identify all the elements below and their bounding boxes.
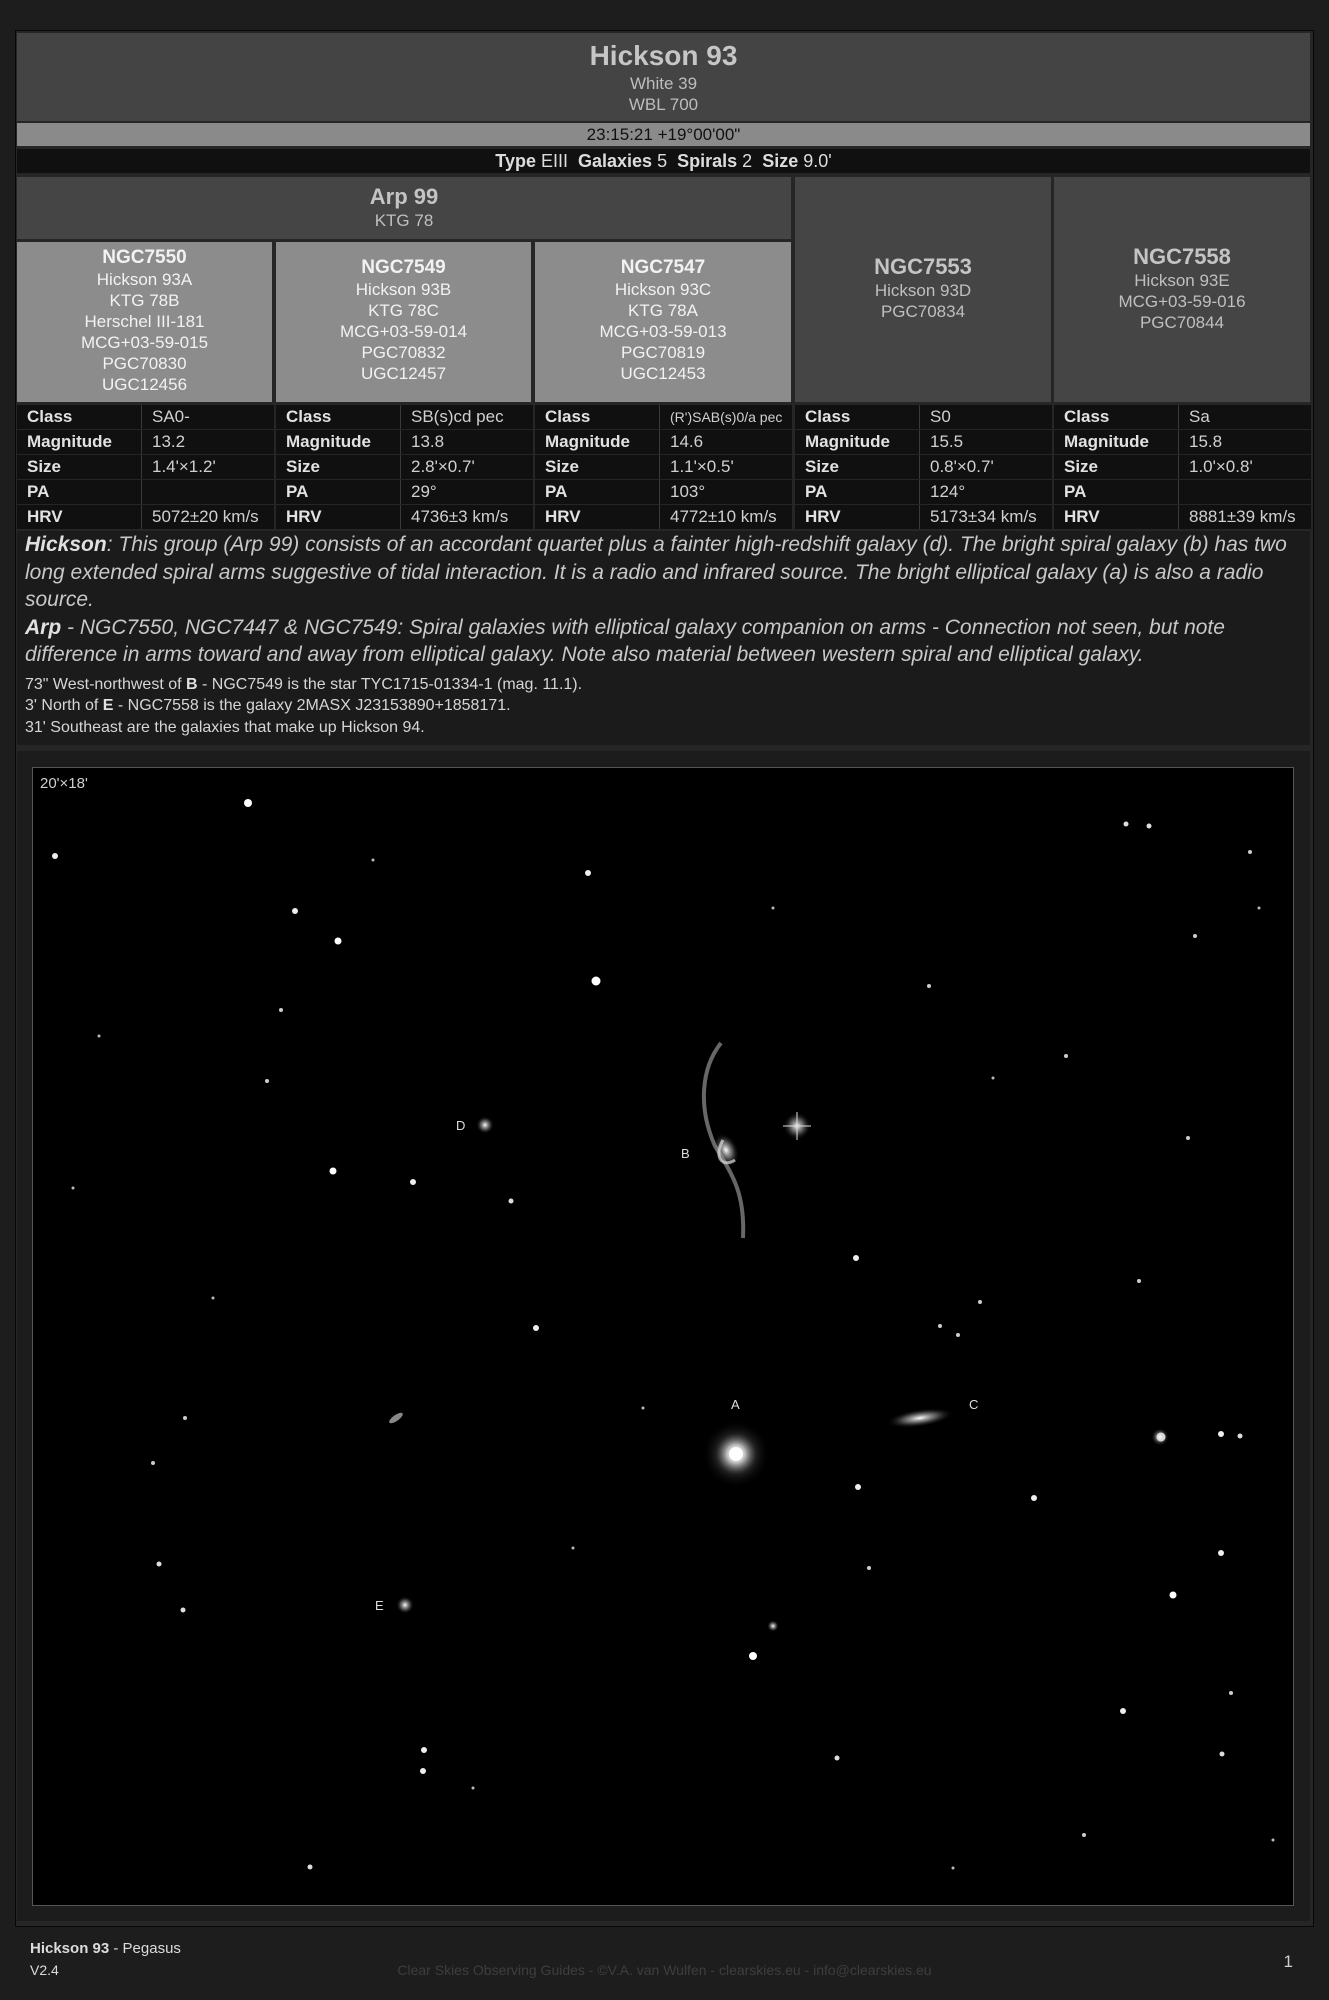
prop-row-size (1054, 455, 1311, 479)
galaxy-name: NGC7550 (102, 247, 187, 268)
marker-d: D (456, 1118, 466, 1133)
galaxy-id: Hickson 93E (1134, 271, 1230, 290)
arp-note (17, 614, 1310, 669)
galaxy-box-ngc7550 (17, 242, 272, 402)
prop-label: Size (795, 455, 920, 479)
star (1218, 1550, 1224, 1556)
galaxy-id: Hickson 93D (874, 281, 972, 300)
note-line-1 (17, 674, 1310, 696)
page-title: Hickson 93 (589, 40, 738, 71)
star (1151, 1428, 1169, 1446)
star (1137, 1279, 1141, 1283)
galaxy-c (885, 1404, 955, 1431)
prop-value: 13.2 (152, 432, 186, 451)
prop-label: PA (17, 480, 142, 504)
hickson-note-text: : This group (Arp 99) consists of an accordant quartet plus a fainter high-redshift galaxy (d). The bright spiral galaxy (b) has two long extended spiral arms suggestive of tidal interaction. It is a radio and infrared source. The bright elliptical galaxy (a) is also a radio source. (25, 533, 1287, 611)
galaxy-id: MCG+03-59-013 (599, 322, 727, 341)
galaxy-name: NGC7549 (361, 257, 446, 278)
star (938, 1324, 942, 1328)
prop-row-pa (17, 480, 274, 504)
star (1170, 1592, 1177, 1599)
star (244, 799, 252, 807)
arp-note-label: Arp (25, 615, 62, 639)
star (927, 984, 931, 988)
note-text: - NGC7549 is the star TYC1715-01334-1 (mag. 11.1). (197, 675, 583, 693)
spirals-label: Spirals (677, 151, 738, 171)
props-ngc7558 (1054, 405, 1311, 530)
galaxy-id: Hickson 93B (355, 280, 452, 299)
star (265, 1079, 269, 1083)
star (372, 859, 375, 862)
size-label: Size (762, 151, 799, 171)
galaxy-id: KTG 78B (109, 291, 180, 310)
galaxy-id: MCG+03-59-016 (1118, 292, 1246, 311)
galaxy-id: MCG+03-59-015 (80, 333, 209, 352)
star (1031, 1495, 1037, 1501)
galaxy-a-core (729, 1447, 743, 1461)
star (335, 938, 342, 945)
footer-version: V2.4 (30, 1962, 59, 1978)
prop-label: Magnitude (535, 430, 660, 454)
prop-value: 1.0'×0.8' (1189, 457, 1253, 476)
prop-label: HRV (1054, 505, 1179, 529)
galaxy-box-ngc7553 (795, 177, 1051, 402)
note-line-3: 31' Southeast are the galaxies that make up Hickson 94. (25, 718, 425, 736)
faint-galaxy (388, 1411, 405, 1425)
star (279, 1008, 283, 1012)
prop-label: Magnitude (1054, 430, 1179, 454)
prop-value: 0.8'×0.7' (930, 457, 994, 476)
size-value: 9.0' (803, 151, 832, 171)
prop-label: PA (276, 480, 401, 504)
star (1218, 1431, 1224, 1437)
prop-label: HRV (535, 505, 660, 529)
note-text: 73" West-northwest of (25, 675, 187, 693)
prop-value: 15.5 (930, 432, 964, 451)
prop-value: 4772±10 km/s (670, 507, 777, 526)
galaxy-box-ngc7558 (1054, 177, 1310, 402)
star (98, 1035, 101, 1038)
note-text: 3' North of (25, 697, 103, 714)
star (1258, 907, 1261, 910)
prop-row-magnitude (276, 430, 533, 454)
prop-value (142, 480, 274, 504)
prop-value: 2.8'×0.7' (411, 457, 475, 476)
star (853, 1255, 859, 1261)
prop-row-class (535, 405, 792, 429)
prop-label: Magnitude (276, 430, 401, 454)
star (642, 1407, 645, 1410)
prop-label: PA (795, 480, 920, 504)
footer-constellation: - Pegasus (109, 1940, 181, 1957)
marker-a: A (731, 1397, 740, 1412)
prop-value (1179, 480, 1311, 504)
galaxy-id: UGC12453 (620, 364, 706, 383)
note-text: - NGC7558 is the galaxy 2MASX J23153890+1858171. (113, 697, 511, 714)
prop-label: PA (1054, 480, 1179, 504)
prop-label: HRV (17, 505, 142, 529)
coordinates: 23:15:21 +19°00'00" (17, 123, 1310, 146)
galaxy-b (704, 1043, 745, 1238)
star (533, 1325, 539, 1331)
page-number: 1 (1283, 1952, 1293, 1971)
prop-row-hrv (17, 505, 274, 529)
arp-alt: KTG 78 (374, 211, 434, 230)
prop-row-magnitude (535, 430, 792, 454)
galaxy-name: NGC7558 (1133, 244, 1231, 269)
prop-value: 1.4'×1.2' (152, 457, 216, 476)
prop-value: 1.1'×0.5' (670, 457, 734, 476)
prop-value: SB(s)cd pec (411, 407, 504, 426)
star (767, 1620, 779, 1632)
galaxy-id: KTG 78C (368, 301, 439, 320)
header (17, 33, 1310, 121)
star (292, 908, 298, 914)
prop-row-class (1054, 405, 1311, 429)
type-value: EIII (540, 151, 568, 171)
galaxy-id: MCG+03-59-014 (339, 322, 468, 341)
hickson-note-label: Hickson (25, 533, 107, 556)
marker-e: E (375, 1598, 384, 1613)
galaxy-d (476, 1116, 494, 1134)
prop-row-magnitude (17, 430, 274, 454)
star (992, 1077, 995, 1080)
marker-c: C (969, 1397, 979, 1412)
star (421, 1747, 427, 1753)
galaxy-id: PGC70819 (620, 343, 706, 362)
footer-object (30, 1940, 181, 1957)
notes (17, 531, 1310, 745)
star (52, 853, 58, 859)
star (749, 1652, 757, 1660)
star (330, 1168, 337, 1175)
star (183, 1416, 187, 1420)
prop-label: HRV (795, 505, 920, 529)
star (1272, 1839, 1275, 1842)
prop-value: 5173±34 km/s (930, 507, 1037, 526)
props-ngc7547 (535, 405, 792, 530)
galaxy-id: PGC70844 (1139, 313, 1225, 332)
galaxy-box-ngc7547 (535, 242, 791, 402)
alt-name-2: WBL 700 (628, 95, 699, 114)
prop-label: Magnitude (795, 430, 920, 454)
prop-value: 124° (930, 482, 966, 501)
star (151, 1461, 155, 1465)
galaxy-id: Hickson 93C (614, 280, 712, 299)
prop-row-hrv (276, 505, 533, 529)
star (835, 1756, 840, 1761)
star (212, 1297, 215, 1300)
prop-label: Size (1054, 455, 1179, 479)
galaxy-id: PGC70832 (361, 343, 446, 362)
prop-row-size (795, 455, 1052, 479)
prop-value: 5072±20 km/s (152, 507, 259, 526)
prop-label: Class (276, 405, 401, 429)
galaxy-id: UGC12457 (360, 364, 447, 383)
star (585, 870, 591, 876)
galaxies-value: 5 (657, 151, 668, 171)
prop-row-hrv (1054, 505, 1311, 529)
arp-note-text: - NGC7550, NGC7447 & NGC7549: Spiral galaxies with elliptical galaxy companion on arms - Connection not seen, but note difference in arms toward and away from elliptical galaxy. Note also material between western spiral and elliptical galaxy. (25, 615, 1225, 666)
star (410, 1179, 416, 1185)
prop-label: PA (535, 480, 660, 504)
galaxy-e (396, 1596, 414, 1614)
star (867, 1566, 871, 1570)
star (956, 1333, 960, 1337)
footer-credit: Clear Skies Observing Guides - ©V.A. van Wulfen - clearskies.eu - info@clearskies.eu (397, 1962, 932, 1978)
star (1120, 1708, 1126, 1714)
arp-box (17, 177, 791, 239)
prop-value: 29° (411, 482, 437, 501)
star (1124, 822, 1129, 827)
star-field (52, 799, 1275, 1870)
hickson-note (17, 531, 1310, 614)
star (1193, 934, 1197, 938)
star (1229, 1691, 1233, 1695)
galaxy-id: KTG 78A (628, 301, 698, 320)
prop-value: 8881±39 km/s (1189, 507, 1296, 526)
prop-row-hrv (795, 505, 1052, 529)
star (572, 1547, 575, 1550)
note-marker: E (102, 697, 114, 714)
prop-row-pa (535, 480, 792, 504)
sky-image (32, 767, 1294, 1906)
star (952, 1867, 955, 1870)
star (1082, 1833, 1086, 1837)
marker-b: B (681, 1146, 690, 1161)
star (1147, 824, 1152, 829)
prop-row-pa (276, 480, 533, 504)
star (978, 1300, 982, 1304)
sky-svg (33, 768, 1294, 1906)
star (1238, 1434, 1243, 1439)
galaxy-id: PGC70830 (102, 354, 187, 373)
props-ngc7550 (17, 405, 274, 530)
prop-row-size (535, 455, 792, 479)
note-line-2 (17, 695, 1310, 717)
star (509, 1199, 514, 1204)
galaxy-name: NGC7547 (620, 257, 706, 278)
type-label: Type (495, 151, 536, 171)
prop-value: 14.6 (670, 432, 704, 451)
prop-value: 13.8 (411, 432, 445, 451)
prop-value: SA0- (152, 407, 190, 426)
prop-row-size (276, 455, 533, 479)
prop-label: Size (276, 455, 401, 479)
arp-name: Arp 99 (369, 184, 439, 209)
galaxies-label: Galaxies (578, 151, 653, 171)
galaxy-box-ngc7549 (276, 242, 531, 402)
prop-value: 103° (670, 482, 706, 501)
prop-value: (R')SAB(s)0/a pec (670, 409, 783, 425)
star (592, 977, 601, 986)
star (855, 1484, 861, 1490)
prop-label: Magnitude (17, 430, 142, 454)
star (1186, 1136, 1190, 1140)
prop-row-class (276, 405, 533, 429)
props-ngc7549 (276, 405, 533, 530)
spirals-value: 2 (742, 151, 753, 171)
star (1064, 1054, 1068, 1058)
prop-label: Size (17, 455, 142, 479)
footer-object-name: Hickson 93 (30, 1940, 110, 1957)
prop-label: Class (535, 405, 660, 429)
galaxy-id: PGC70834 (880, 302, 966, 321)
prop-row-size (17, 455, 274, 479)
prop-row-class (17, 405, 274, 429)
galaxy-id: Hickson 93A (96, 270, 193, 289)
prop-label: Class (17, 405, 142, 429)
star (420, 1768, 426, 1774)
fov-label: 20'×18' (40, 775, 88, 792)
prop-value: 4736±3 km/s (411, 507, 509, 526)
prop-row-class (795, 405, 1052, 429)
prop-row-hrv (535, 505, 792, 529)
note-marker: B (186, 675, 198, 693)
prop-label: Class (795, 405, 920, 429)
galaxy-name: NGC7553 (874, 254, 972, 279)
star (1220, 1752, 1225, 1757)
prop-row-pa (1054, 480, 1311, 504)
galaxy-id: Herschel III-181 (84, 312, 205, 331)
prop-label: Size (535, 455, 660, 479)
star (772, 907, 775, 910)
alt-name-1: White 39 (629, 74, 698, 93)
prop-value: Sa (1189, 407, 1210, 426)
prop-row-magnitude (1054, 430, 1311, 454)
prop-value: 15.8 (1189, 432, 1223, 451)
star (1248, 850, 1252, 854)
star (72, 1187, 75, 1190)
star (157, 1562, 162, 1567)
props-ngc7553 (795, 405, 1052, 530)
prop-label: Class (1054, 405, 1179, 429)
prop-row-pa (795, 480, 1052, 504)
prop-value: S0 (930, 407, 951, 426)
star (308, 1865, 313, 1870)
star (181, 1608, 186, 1613)
prop-label: HRV (276, 505, 401, 529)
type-line (17, 149, 1310, 173)
star (472, 1787, 475, 1790)
galaxy-id: UGC12456 (101, 375, 188, 394)
prop-row-magnitude (795, 430, 1052, 454)
